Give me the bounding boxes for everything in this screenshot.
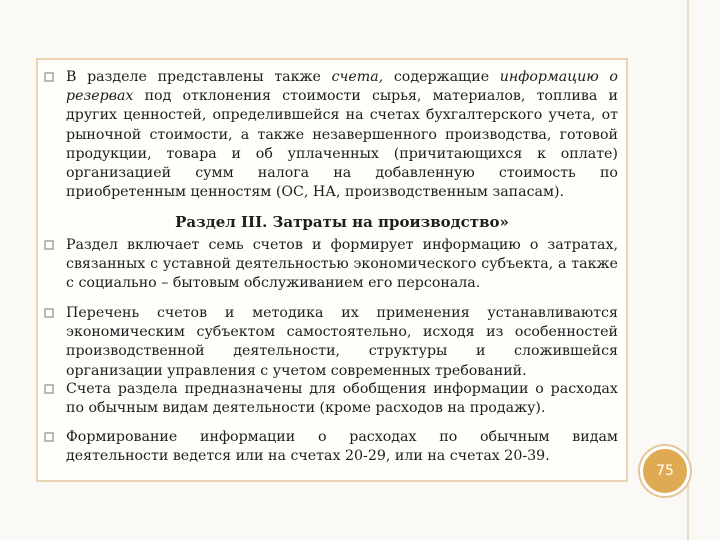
paragraph-line	[66, 126, 618, 145]
word: производственной	[66, 343, 205, 360]
word: включает	[127, 237, 200, 253]
word: исходя	[422, 324, 475, 341]
word: и	[475, 343, 486, 360]
word: рыночной	[66, 126, 142, 143]
word: их	[341, 305, 359, 321]
page-number-badge: 75	[640, 446, 690, 496]
word: счетов	[156, 305, 208, 321]
word: готовой	[559, 126, 618, 143]
word: связанных	[66, 256, 146, 273]
word: и	[608, 88, 618, 105]
word: о	[529, 237, 539, 253]
word: Формирование	[66, 429, 178, 445]
paragraph-line	[66, 342, 618, 361]
word: расходах	[550, 381, 618, 397]
paragraph-line	[66, 323, 618, 342]
bullet-icon	[44, 432, 54, 442]
word: применения	[376, 305, 470, 321]
word: оплате)	[560, 145, 618, 162]
word: субъекта,	[481, 256, 554, 273]
text-run: по обычным видам деятельности (кроме расходов на продажу).	[66, 400, 546, 417]
text-run: организации управления с учетом современных требований.	[66, 362, 527, 379]
word: и	[311, 237, 322, 253]
word: на	[345, 107, 364, 124]
word: самостоятельно,	[286, 324, 412, 341]
word: структуры	[368, 343, 448, 360]
word: от	[601, 107, 618, 124]
paragraph-line	[66, 304, 618, 323]
word: затратах,	[547, 237, 618, 253]
word: организацией	[66, 165, 172, 182]
paragraph-line	[66, 380, 618, 399]
paragraph-section-scope	[66, 236, 618, 294]
word: информацию	[499, 69, 599, 85]
word: уплаченных	[287, 145, 379, 162]
word: материалов,	[432, 88, 526, 105]
word: определившейся	[212, 107, 340, 124]
bullet-icon	[44, 384, 54, 394]
word: счета,	[331, 69, 384, 85]
word: на	[333, 165, 352, 182]
word: устанавливаются	[487, 305, 618, 321]
word: отклонения	[182, 88, 271, 105]
word: информации	[433, 381, 529, 397]
text-run: деятельности ведется или на счетах 20-29, или на счетах 20-39.	[66, 448, 550, 465]
word: сложившейся	[514, 343, 618, 360]
word: добавленную	[375, 165, 475, 182]
paragraph-line	[66, 428, 618, 447]
word: о	[609, 69, 618, 85]
word: Счета	[66, 381, 111, 397]
word: уставной	[162, 256, 231, 273]
word: товара	[166, 145, 217, 162]
word: ценностей,	[123, 107, 207, 124]
word: деятельностью	[235, 256, 349, 273]
word: стоимость	[498, 165, 576, 182]
word: экономического	[353, 256, 477, 273]
word: субъектом	[196, 324, 276, 341]
word: обобщения	[342, 381, 427, 397]
paragraph-line	[66, 274, 618, 293]
word: В	[66, 69, 77, 85]
word: и	[231, 145, 241, 162]
word: также	[257, 126, 305, 143]
word: о	[535, 381, 544, 397]
paragraph-line	[66, 362, 618, 381]
word: с	[150, 256, 159, 273]
word: счетов	[252, 237, 303, 253]
word: сырья,	[371, 88, 422, 105]
word: а	[558, 256, 567, 273]
word: представлены	[157, 69, 264, 85]
word: стоимости,	[149, 126, 233, 143]
word: (причитающихся	[393, 145, 523, 162]
word: обычным	[479, 429, 550, 445]
word: экономическим	[66, 324, 185, 341]
word: раздела	[117, 381, 178, 397]
word: формирует	[330, 237, 414, 253]
bullet-icon	[44, 72, 54, 82]
word: производства,	[445, 126, 552, 143]
paragraph-line	[66, 145, 618, 164]
word: деятельности,	[233, 343, 341, 360]
word: также	[571, 256, 618, 273]
bullet-icon	[44, 308, 54, 318]
word: видам	[572, 429, 618, 445]
text-run: приобретенным ценностям (ОС, НА, производственным запасам).	[66, 184, 565, 201]
paragraph-line	[66, 68, 618, 87]
paragraph-line	[66, 255, 618, 274]
word: методика	[252, 305, 324, 321]
text-run: с социально – бытовым обслуживанием его персонала.	[66, 275, 481, 292]
paragraph-line	[66, 236, 618, 255]
word: продукции,	[66, 145, 152, 162]
word: разделе	[87, 69, 147, 85]
word: учета,	[548, 107, 596, 124]
word: по	[439, 429, 458, 445]
word: о	[317, 429, 327, 445]
word: для	[309, 381, 336, 397]
paragraph-line	[66, 164, 618, 183]
word: информацию	[422, 237, 521, 253]
word: счетах	[369, 107, 420, 124]
word: семь	[208, 237, 244, 253]
bullet-icon	[44, 240, 54, 250]
word: к	[537, 145, 546, 162]
word: бухгалтерского	[425, 107, 543, 124]
word: содержащие	[393, 69, 490, 85]
word: Перечень	[66, 305, 140, 321]
word: Раздел	[66, 237, 118, 253]
word: топлива	[536, 88, 598, 105]
word: об	[255, 145, 273, 162]
word: под	[144, 88, 172, 105]
word: расходах	[349, 429, 417, 445]
section-heading: Раздел III. Затраты на производство»	[175, 213, 509, 231]
word: налога	[257, 165, 310, 182]
word: стоимости	[282, 88, 361, 105]
word: и	[224, 305, 235, 321]
paragraph-line	[66, 87, 618, 106]
paragraph-expense-accounts	[66, 428, 618, 466]
word: незавершенного	[312, 126, 437, 143]
paragraph-line	[66, 106, 618, 125]
word: также	[274, 69, 321, 85]
paragraph-line	[66, 183, 618, 202]
paragraph-accounts-list	[66, 304, 618, 381]
word: других	[66, 107, 118, 124]
word: особенностей	[514, 324, 618, 341]
word: из	[486, 324, 504, 341]
word: информации	[200, 429, 296, 445]
word: резервах	[66, 88, 134, 105]
paragraph-line	[66, 447, 618, 466]
word: сумм	[195, 165, 234, 182]
word: по	[599, 165, 618, 182]
word: предназначены	[184, 381, 303, 397]
paragraph-reserves	[66, 68, 618, 202]
paragraph-accounts-purpose	[66, 380, 618, 418]
word: а	[240, 126, 250, 143]
paragraph-line	[66, 399, 618, 418]
